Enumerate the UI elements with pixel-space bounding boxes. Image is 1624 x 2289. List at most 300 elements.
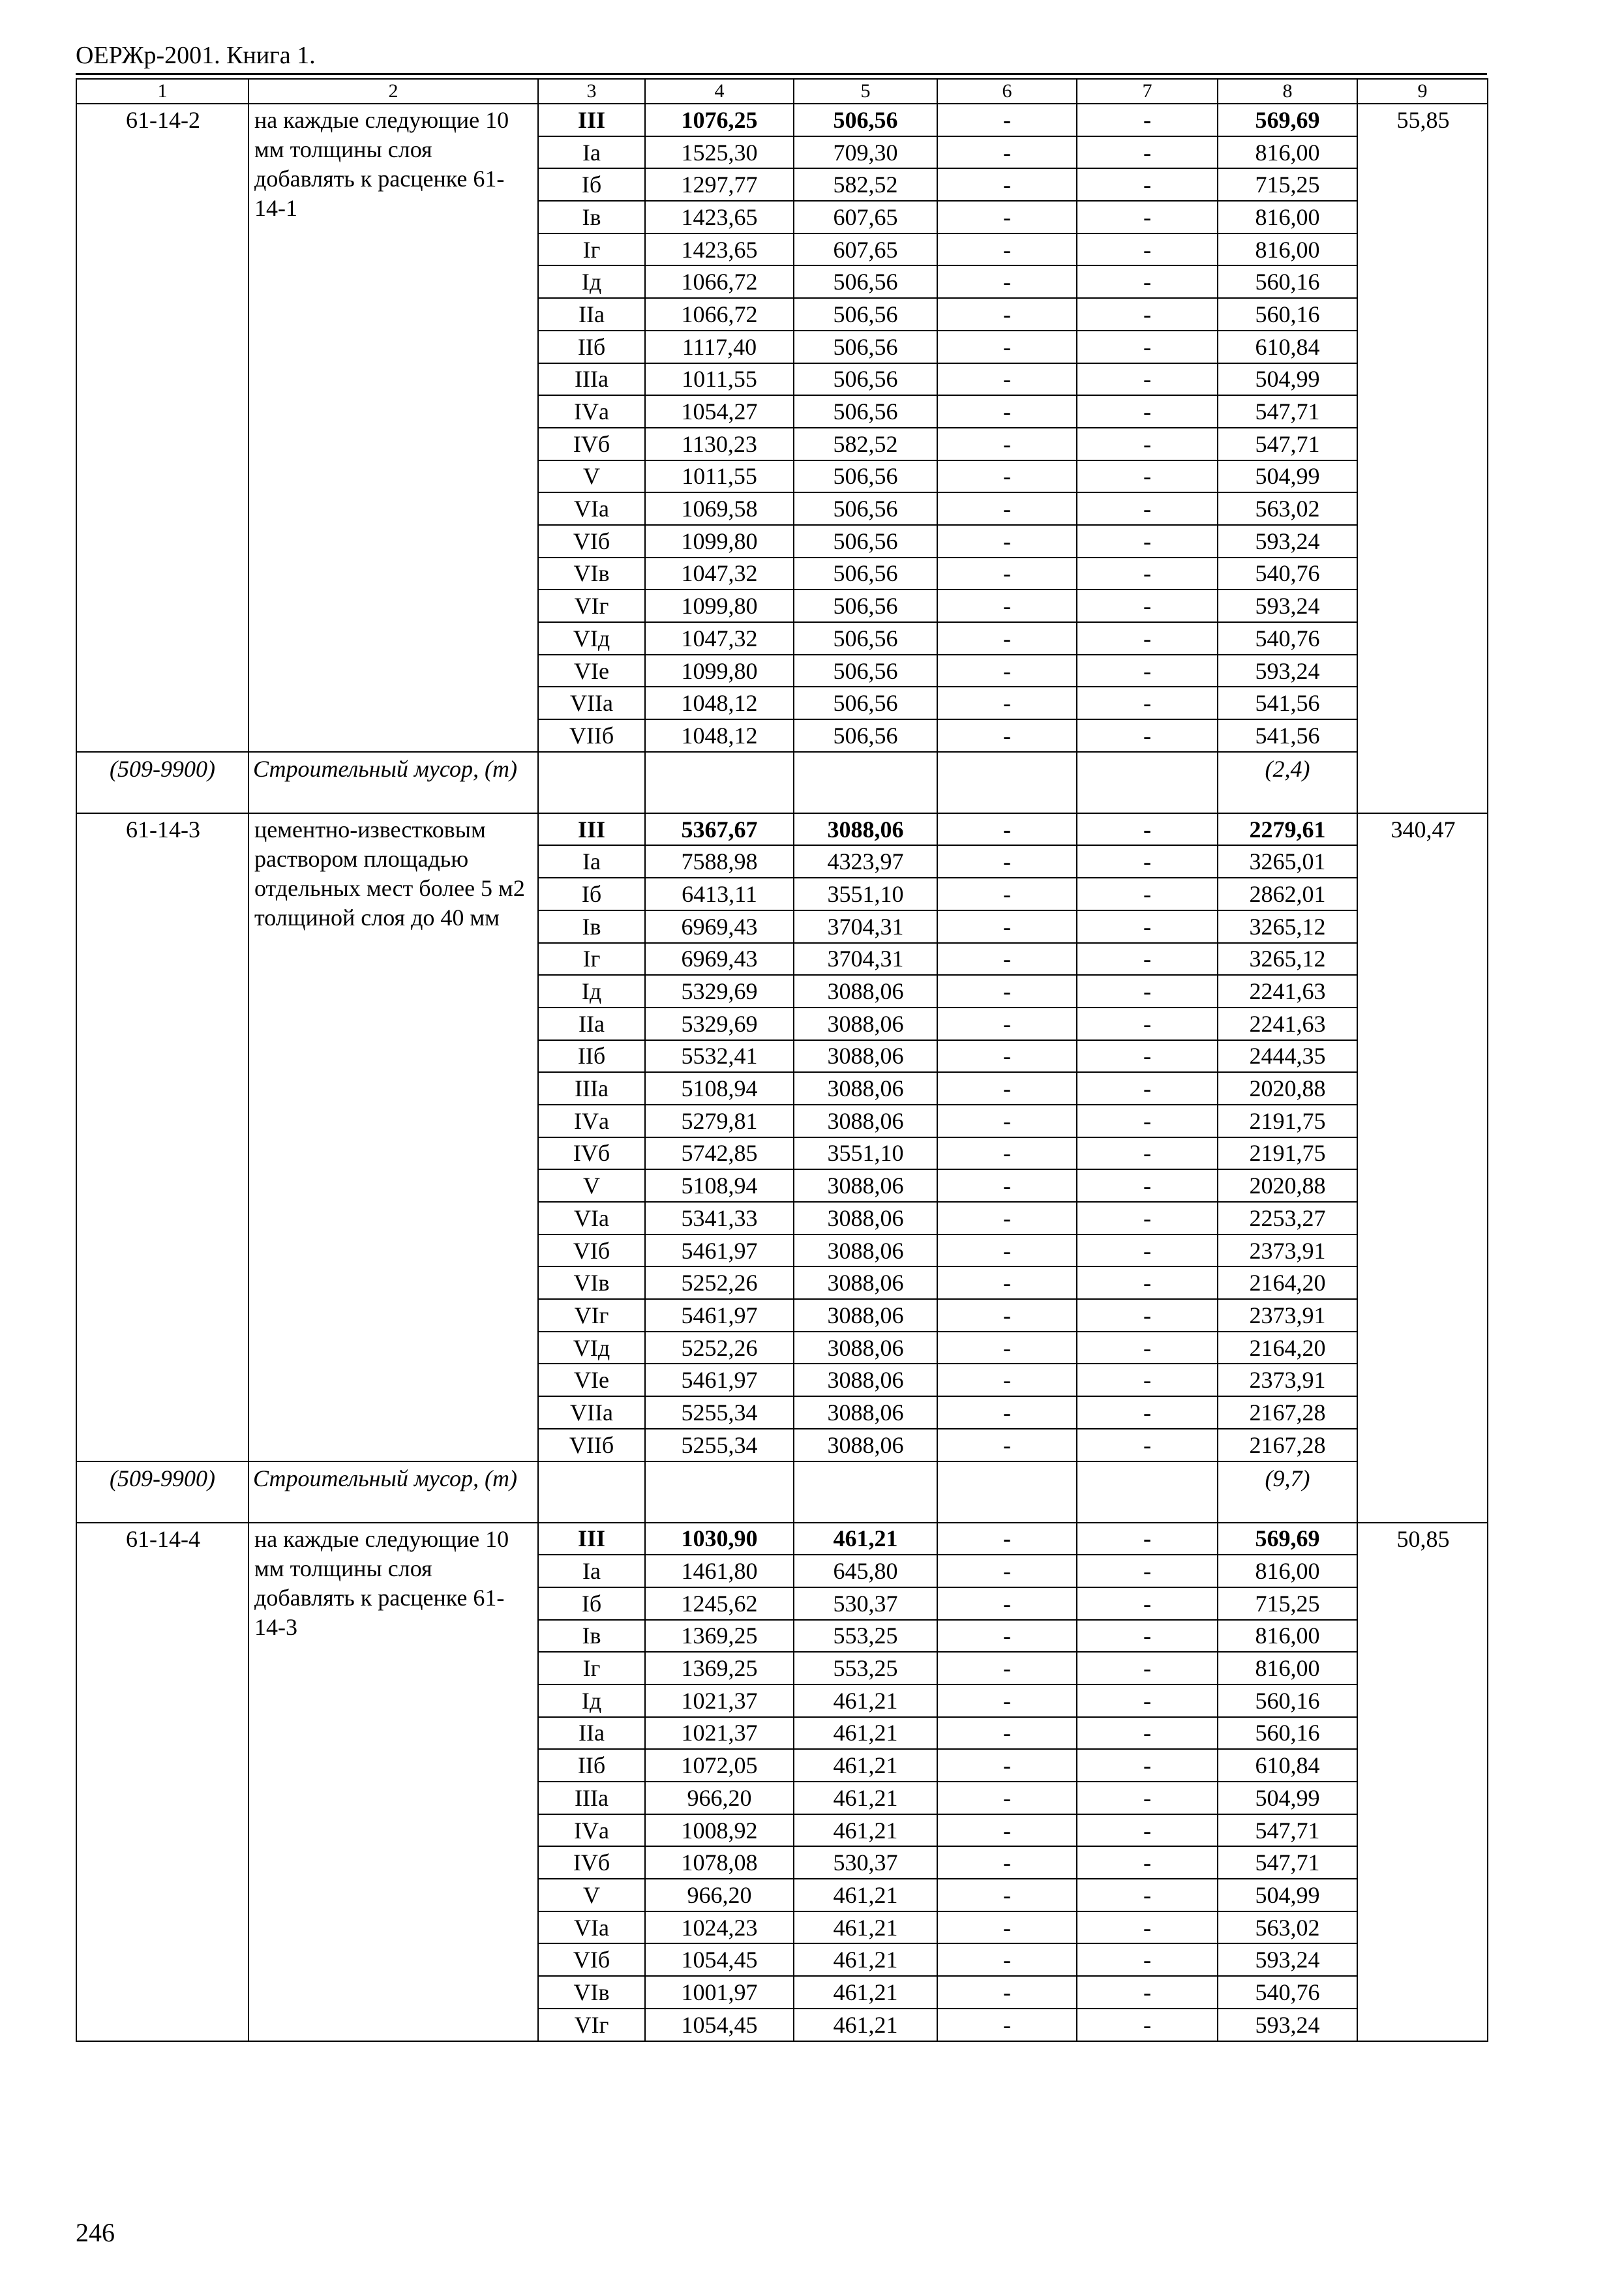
driver-wages: - [1077, 395, 1218, 428]
materials-cost: 540,76 [1218, 1976, 1357, 2009]
region-code: III [538, 1523, 645, 1555]
region-code: Iв [538, 1620, 645, 1653]
region-code: Iд [538, 265, 645, 298]
driver-wages: - [1077, 687, 1218, 719]
labor-cost: 506,56 [794, 525, 937, 558]
materials-cost: 2191,75 [1218, 1105, 1357, 1137]
price-table [76, 78, 1488, 2042]
driver-wages: - [1077, 1555, 1218, 1587]
total-cost: 1021,37 [645, 1717, 794, 1750]
labor-cost: 3088,06 [794, 1429, 937, 1461]
labor-hours: 55,85 [1357, 104, 1488, 813]
driver-wages: - [1077, 1137, 1218, 1170]
labor-cost: 506,56 [794, 719, 937, 752]
machine-cost: - [937, 1782, 1077, 1814]
driver-wages: - [1077, 1846, 1218, 1879]
labor-cost: 3088,06 [794, 1040, 937, 1073]
total-cost: 1297,77 [645, 168, 794, 201]
labor-cost: 506,56 [794, 590, 937, 622]
materials-cost: 816,00 [1218, 1555, 1357, 1587]
labor-cost: 461,21 [794, 1879, 937, 1911]
driver-wages: - [1077, 1299, 1218, 1332]
driver-wages: - [1077, 1105, 1218, 1137]
driver-wages: - [1077, 1234, 1218, 1267]
materials-cost: 504,99 [1218, 1879, 1357, 1911]
labor-cost: 506,56 [794, 687, 937, 719]
materials-cost: 560,16 [1218, 1717, 1357, 1750]
region-code: IIа [538, 1008, 645, 1040]
labor-cost: 461,21 [794, 1943, 937, 1976]
total-cost: 5329,69 [645, 975, 794, 1008]
materials-cost: 540,76 [1218, 558, 1357, 590]
machine-cost: - [937, 2009, 1077, 2041]
labor-cost: 3551,10 [794, 1137, 937, 1170]
driver-wages: - [1077, 1943, 1218, 1976]
waste-code: (509-9900) [76, 752, 248, 813]
region-code: VIг [538, 590, 645, 622]
total-cost: 1525,30 [645, 136, 794, 169]
total-cost: 1130,23 [645, 428, 794, 460]
materials-cost: 593,24 [1218, 525, 1357, 558]
empty-cell [538, 1461, 645, 1523]
driver-wages: - [1077, 525, 1218, 558]
labor-cost: 3088,06 [794, 1299, 937, 1332]
materials-cost: 547,71 [1218, 1814, 1357, 1847]
region-code: VIг [538, 1299, 645, 1332]
total-cost: 1048,12 [645, 687, 794, 719]
labor-cost: 582,52 [794, 428, 937, 460]
labor-cost: 461,21 [794, 1684, 937, 1717]
total-cost: 5108,94 [645, 1169, 794, 1202]
region-code: VIв [538, 558, 645, 590]
total-cost: 1024,23 [645, 1911, 794, 1944]
region-code: Iв [538, 201, 645, 233]
labor-cost: 506,56 [794, 331, 937, 363]
region-code: VIа [538, 492, 645, 525]
machine-cost: - [937, 1976, 1077, 2009]
labor-cost: 506,56 [794, 298, 937, 331]
materials-cost: 2253,27 [1218, 1202, 1357, 1234]
driver-wages: - [1077, 201, 1218, 233]
driver-wages: - [1077, 1976, 1218, 2009]
materials-cost: 2862,01 [1218, 878, 1357, 910]
materials-cost: 816,00 [1218, 1652, 1357, 1684]
labor-cost: 553,25 [794, 1652, 937, 1684]
materials-cost: 3265,12 [1218, 910, 1357, 943]
materials-cost: 3265,12 [1218, 943, 1357, 976]
total-cost: 5461,97 [645, 1299, 794, 1332]
column-number: 9 [1357, 79, 1488, 104]
labor-cost: 506,56 [794, 655, 937, 687]
region-code: VIд [538, 622, 645, 655]
column-number: 8 [1218, 79, 1357, 104]
labor-cost: 506,56 [794, 104, 937, 136]
materials-cost: 610,84 [1218, 1749, 1357, 1782]
total-cost: 5255,34 [645, 1429, 794, 1461]
region-code: VIд [538, 1332, 645, 1364]
labor-cost: 3088,06 [794, 1332, 937, 1364]
total-cost: 1076,25 [645, 104, 794, 136]
materials-cost: 569,69 [1218, 1523, 1357, 1555]
machine-cost: - [937, 1814, 1077, 1847]
machine-cost: - [937, 1040, 1077, 1073]
region-code: VIIа [538, 1396, 645, 1429]
materials-cost: 563,02 [1218, 1911, 1357, 1944]
region-code: VIв [538, 1266, 645, 1299]
labor-cost: 607,65 [794, 201, 937, 233]
machine-cost: - [937, 395, 1077, 428]
labor-cost: 582,52 [794, 168, 937, 201]
labor-cost: 3088,06 [794, 1364, 937, 1396]
region-code: IIб [538, 1040, 645, 1073]
materials-cost: 504,99 [1218, 460, 1357, 493]
machine-cost: - [937, 719, 1077, 752]
materials-cost: 2241,63 [1218, 1008, 1357, 1040]
driver-wages: - [1077, 1332, 1218, 1364]
waste-value: (9,7) [1218, 1461, 1357, 1523]
materials-cost: 540,76 [1218, 622, 1357, 655]
total-cost: 5255,34 [645, 1396, 794, 1429]
machine-cost: - [937, 331, 1077, 363]
region-code: IIIа [538, 1072, 645, 1105]
materials-cost: 2279,61 [1218, 813, 1357, 846]
driver-wages: - [1077, 1587, 1218, 1620]
total-cost: 1117,40 [645, 331, 794, 363]
work-description: цементно-известковым раствором площадью отдельных мест более 5 м2 толщиной слоя до 40 мм [248, 813, 538, 1461]
total-cost: 966,20 [645, 1879, 794, 1911]
total-cost: 1008,92 [645, 1814, 794, 1847]
total-cost: 5252,26 [645, 1266, 794, 1299]
materials-cost: 715,25 [1218, 168, 1357, 201]
labor-cost: 506,56 [794, 492, 937, 525]
materials-cost: 816,00 [1218, 1620, 1357, 1653]
machine-cost: - [937, 492, 1077, 525]
machine-cost: - [937, 1396, 1077, 1429]
labor-cost: 506,56 [794, 363, 937, 396]
total-cost: 1099,80 [645, 525, 794, 558]
empty-cell [645, 1461, 794, 1523]
machine-cost: - [937, 1620, 1077, 1653]
labor-cost: 506,56 [794, 622, 937, 655]
machine-cost: - [937, 1587, 1077, 1620]
machine-cost: - [937, 1652, 1077, 1684]
region-code: IVа [538, 1105, 645, 1137]
driver-wages: - [1077, 136, 1218, 169]
total-cost: 1099,80 [645, 655, 794, 687]
region-code: Iа [538, 845, 645, 878]
machine-cost: - [937, 233, 1077, 266]
labor-cost: 506,56 [794, 265, 937, 298]
region-code: IIIа [538, 363, 645, 396]
driver-wages: - [1077, 845, 1218, 878]
machine-cost: - [937, 1749, 1077, 1782]
region-code: Iг [538, 1652, 645, 1684]
region-code: III [538, 813, 645, 846]
work-description: на каждые следующие 10 мм толщины слоя добавлять к расценке 61-14-3 [248, 1523, 538, 2041]
materials-cost: 560,16 [1218, 1684, 1357, 1717]
region-code: IVа [538, 395, 645, 428]
empty-cell [794, 1461, 937, 1523]
materials-cost: 610,84 [1218, 331, 1357, 363]
driver-wages: - [1077, 1523, 1218, 1555]
machine-cost: - [937, 363, 1077, 396]
column-number: 6 [937, 79, 1077, 104]
total-cost: 1054,45 [645, 2009, 794, 2041]
driver-wages: - [1077, 1429, 1218, 1461]
total-cost: 1047,32 [645, 622, 794, 655]
driver-wages: - [1077, 719, 1218, 752]
materials-cost: 593,24 [1218, 590, 1357, 622]
total-cost: 1054,45 [645, 1943, 794, 1976]
region-code: V [538, 1879, 645, 1911]
total-cost: 1047,32 [645, 558, 794, 590]
region-code: Iб [538, 168, 645, 201]
machine-cost: - [937, 943, 1077, 976]
region-code: VIв [538, 1976, 645, 2009]
machine-cost: - [937, 1364, 1077, 1396]
driver-wages: - [1077, 492, 1218, 525]
total-cost: 1423,65 [645, 233, 794, 266]
region-code: III [538, 104, 645, 136]
machine-cost: - [937, 1234, 1077, 1267]
labor-cost: 3088,06 [794, 1072, 937, 1105]
machine-cost: - [937, 622, 1077, 655]
materials-cost: 560,16 [1218, 298, 1357, 331]
machine-cost: - [937, 813, 1077, 846]
driver-wages: - [1077, 622, 1218, 655]
total-cost: 1072,05 [645, 1749, 794, 1782]
materials-cost: 2164,20 [1218, 1332, 1357, 1364]
labor-cost: 461,21 [794, 1782, 937, 1814]
waste-label: Строительный мусор, (т) [248, 1461, 538, 1523]
labor-cost: 506,56 [794, 558, 937, 590]
column-number: 1 [76, 79, 248, 104]
waste-label: Строительный мусор, (т) [248, 752, 538, 813]
machine-cost: - [937, 1202, 1077, 1234]
region-code: IVб [538, 1137, 645, 1170]
region-code: VIа [538, 1911, 645, 1944]
driver-wages: - [1077, 104, 1218, 136]
materials-cost: 504,99 [1218, 363, 1357, 396]
table-body [76, 79, 1488, 2041]
driver-wages: - [1077, 1749, 1218, 1782]
machine-cost: - [937, 1879, 1077, 1911]
region-code: VIIб [538, 719, 645, 752]
materials-cost: 2373,91 [1218, 1364, 1357, 1396]
region-code: VIб [538, 1234, 645, 1267]
machine-cost: - [937, 428, 1077, 460]
machine-cost: - [937, 104, 1077, 136]
driver-wages: - [1077, 265, 1218, 298]
machine-cost: - [937, 1137, 1077, 1170]
region-code: V [538, 1169, 645, 1202]
waste-row [76, 1461, 1488, 1523]
machine-cost: - [937, 136, 1077, 169]
total-cost: 1030,90 [645, 1523, 794, 1555]
total-cost: 1011,55 [645, 363, 794, 396]
driver-wages: - [1077, 1717, 1218, 1750]
total-cost: 1066,72 [645, 298, 794, 331]
labor-hours: 50,85 [1357, 1523, 1488, 2041]
machine-cost: - [937, 1717, 1077, 1750]
machine-cost: - [937, 265, 1077, 298]
total-cost: 5367,67 [645, 813, 794, 846]
machine-cost: - [937, 1008, 1077, 1040]
region-code: VIб [538, 525, 645, 558]
region-code: VIа [538, 1202, 645, 1234]
total-cost: 5461,97 [645, 1364, 794, 1396]
labor-cost: 3088,06 [794, 1266, 937, 1299]
driver-wages: - [1077, 558, 1218, 590]
materials-cost: 593,24 [1218, 1943, 1357, 1976]
driver-wages: - [1077, 2009, 1218, 2041]
machine-cost: - [937, 460, 1077, 493]
machine-cost: - [937, 1332, 1077, 1364]
machine-cost: - [937, 525, 1077, 558]
materials-cost: 816,00 [1218, 201, 1357, 233]
driver-wages: - [1077, 943, 1218, 976]
labor-cost: 3088,06 [794, 813, 937, 846]
driver-wages: - [1077, 428, 1218, 460]
driver-wages: - [1077, 1072, 1218, 1105]
materials-cost: 593,24 [1218, 655, 1357, 687]
machine-cost: - [937, 1072, 1077, 1105]
machine-cost: - [937, 1846, 1077, 1879]
region-code: Iа [538, 136, 645, 169]
labor-cost: 709,30 [794, 136, 937, 169]
labor-cost: 3088,06 [794, 1396, 937, 1429]
driver-wages: - [1077, 1396, 1218, 1429]
total-cost: 6969,43 [645, 943, 794, 976]
region-code: Iд [538, 1684, 645, 1717]
labor-cost: 461,21 [794, 1749, 937, 1782]
labor-cost: 3088,06 [794, 1234, 937, 1267]
materials-cost: 2444,35 [1218, 1040, 1357, 1073]
machine-cost: - [937, 975, 1077, 1008]
driver-wages: - [1077, 655, 1218, 687]
labor-cost: 3088,06 [794, 1105, 937, 1137]
materials-cost: 547,71 [1218, 395, 1357, 428]
empty-cell [1077, 1461, 1218, 1523]
labor-cost: 461,21 [794, 1976, 937, 2009]
column-number: 2 [248, 79, 538, 104]
total-cost: 1423,65 [645, 201, 794, 233]
driver-wages: - [1077, 460, 1218, 493]
document-header: ОЕРЖр-2001. Книга 1. [76, 38, 1487, 75]
materials-cost: 541,56 [1218, 687, 1357, 719]
total-cost: 6969,43 [645, 910, 794, 943]
labor-hours: 340,47 [1357, 813, 1488, 1523]
table-row [76, 1523, 1488, 1555]
machine-cost: - [937, 168, 1077, 201]
labor-cost: 3704,31 [794, 943, 937, 976]
driver-wages: - [1077, 1814, 1218, 1847]
machine-cost: - [937, 590, 1077, 622]
driver-wages: - [1077, 1202, 1218, 1234]
materials-cost: 563,02 [1218, 492, 1357, 525]
driver-wages: - [1077, 1684, 1218, 1717]
machine-cost: - [937, 1555, 1077, 1587]
region-code: IIIа [538, 1782, 645, 1814]
driver-wages: - [1077, 363, 1218, 396]
labor-cost: 553,25 [794, 1620, 937, 1653]
region-code: Iа [538, 1555, 645, 1587]
materials-cost: 541,56 [1218, 719, 1357, 752]
labor-cost: 645,80 [794, 1555, 937, 1587]
labor-cost: 530,37 [794, 1587, 937, 1620]
materials-cost: 504,99 [1218, 1782, 1357, 1814]
total-cost: 1054,27 [645, 395, 794, 428]
total-cost: 1099,80 [645, 590, 794, 622]
materials-cost: 2191,75 [1218, 1137, 1357, 1170]
waste-row [76, 752, 1488, 813]
labor-cost: 506,56 [794, 460, 937, 493]
region-code: Iд [538, 975, 645, 1008]
rate-code: 61-14-3 [76, 813, 248, 1461]
driver-wages: - [1077, 1782, 1218, 1814]
driver-wages: - [1077, 1040, 1218, 1073]
total-cost: 1461,80 [645, 1555, 794, 1587]
table-row [76, 104, 1488, 136]
materials-cost: 560,16 [1218, 265, 1357, 298]
region-code: VIIа [538, 687, 645, 719]
column-number: 7 [1077, 79, 1218, 104]
total-cost: 1369,25 [645, 1652, 794, 1684]
total-cost: 1001,97 [645, 1976, 794, 2009]
labor-cost: 4323,97 [794, 845, 937, 878]
region-code: IVа [538, 1814, 645, 1847]
total-cost: 5329,69 [645, 1008, 794, 1040]
total-cost: 1369,25 [645, 1620, 794, 1653]
total-cost: 1245,62 [645, 1587, 794, 1620]
driver-wages: - [1077, 331, 1218, 363]
region-code: VIг [538, 2009, 645, 2041]
driver-wages: - [1077, 910, 1218, 943]
labor-cost: 506,56 [794, 395, 937, 428]
machine-cost: - [937, 201, 1077, 233]
driver-wages: - [1077, 1652, 1218, 1684]
region-code: VIе [538, 655, 645, 687]
total-cost: 1048,12 [645, 719, 794, 752]
region-code: Iб [538, 1587, 645, 1620]
machine-cost: - [937, 655, 1077, 687]
total-cost: 1069,58 [645, 492, 794, 525]
materials-cost: 569,69 [1218, 104, 1357, 136]
machine-cost: - [937, 1299, 1077, 1332]
empty-cell [645, 752, 794, 813]
materials-cost: 2373,91 [1218, 1299, 1357, 1332]
empty-cell [794, 752, 937, 813]
materials-cost: 593,24 [1218, 2009, 1357, 2041]
machine-cost: - [937, 878, 1077, 910]
region-code: IVб [538, 428, 645, 460]
region-code: IIа [538, 298, 645, 331]
labor-cost: 3088,06 [794, 1169, 937, 1202]
region-code: Iг [538, 233, 645, 266]
empty-cell [538, 752, 645, 813]
labor-cost: 461,21 [794, 1717, 937, 1750]
machine-cost: - [937, 1169, 1077, 1202]
labor-cost: 3704,31 [794, 910, 937, 943]
total-cost: 5461,97 [645, 1234, 794, 1267]
labor-cost: 530,37 [794, 1846, 937, 1879]
machine-cost: - [937, 298, 1077, 331]
empty-cell [937, 752, 1077, 813]
driver-wages: - [1077, 878, 1218, 910]
region-code: VIб [538, 1943, 645, 1976]
labor-cost: 3088,06 [794, 975, 937, 1008]
labor-cost: 461,21 [794, 1814, 937, 1847]
